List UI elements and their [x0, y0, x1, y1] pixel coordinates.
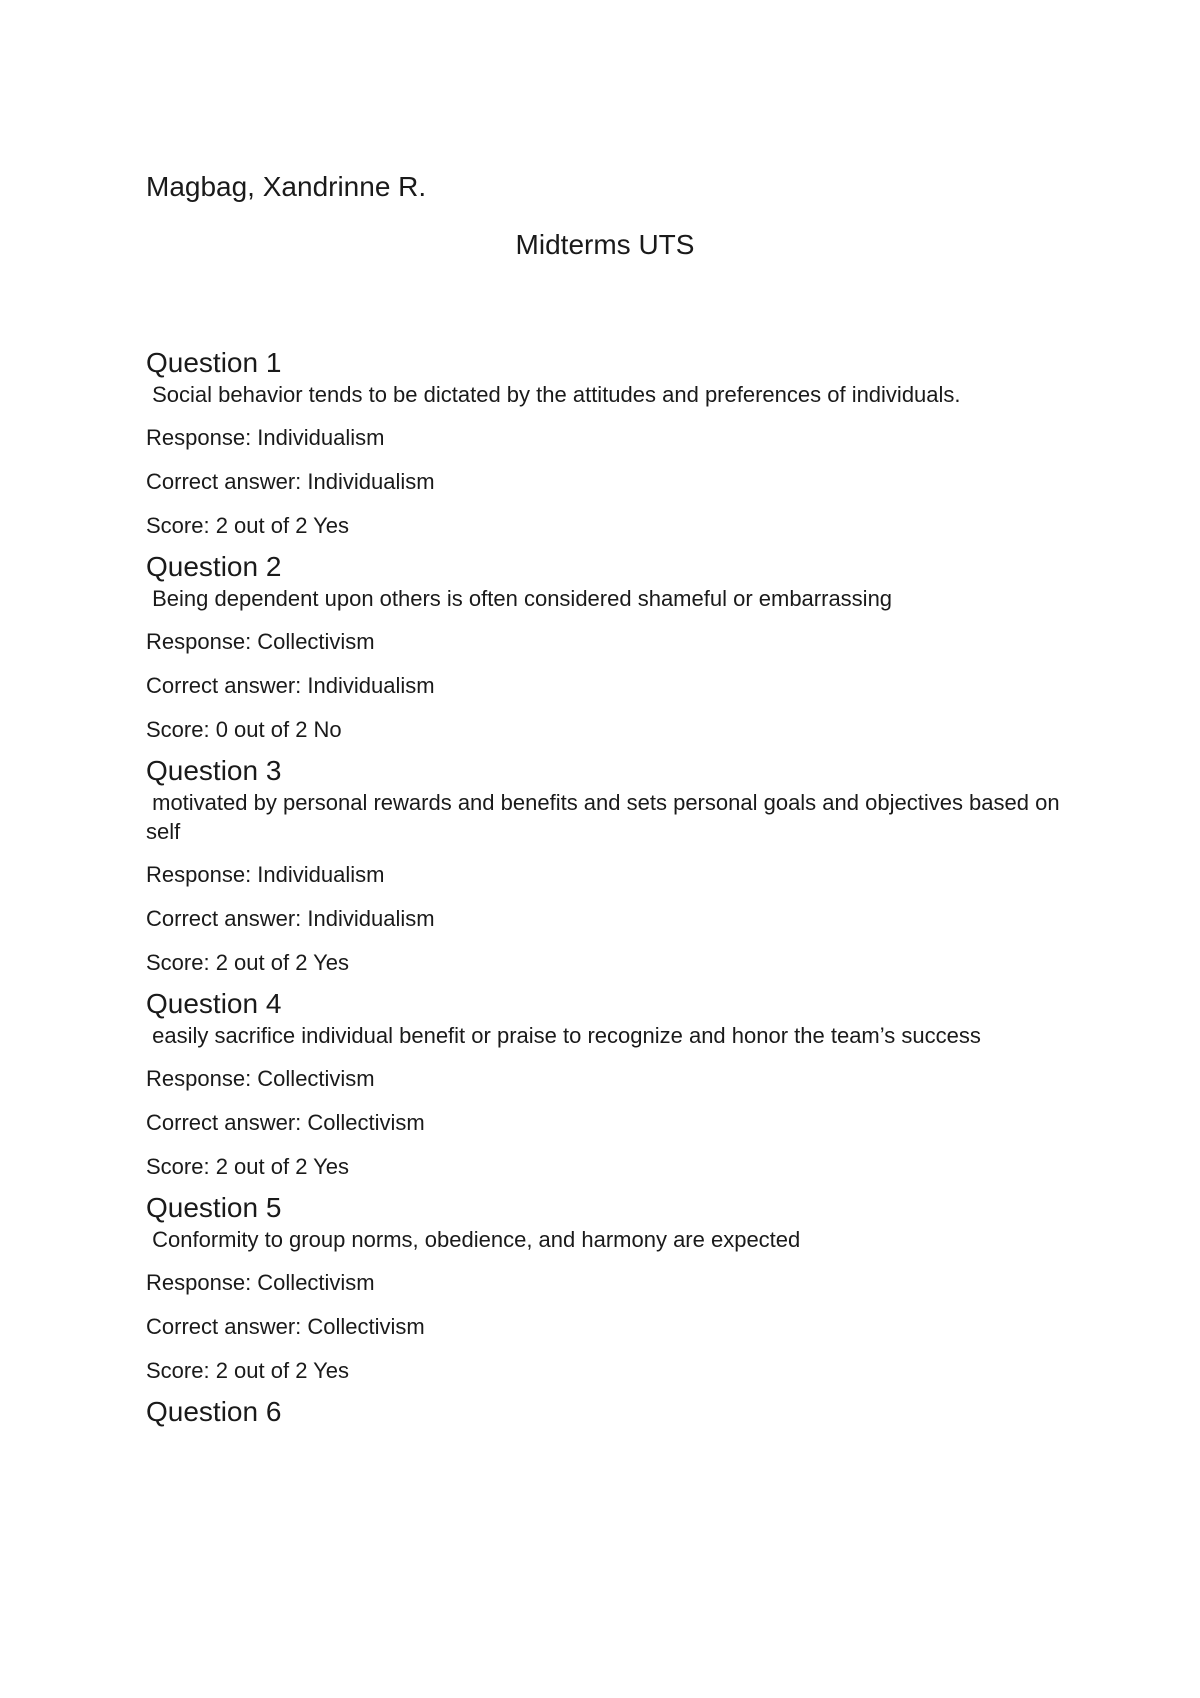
question-heading: Question 3: [146, 755, 282, 786]
question-heading: Question 5: [146, 1192, 282, 1223]
question-score: Score: 2 out of 2 Yes: [146, 1358, 350, 1383]
question-block: [146, 1191, 1076, 1385]
question-response: Response: Collectivism: [146, 1066, 375, 1091]
question-block: [146, 550, 1076, 744]
document-title: Midterms UTS: [515, 229, 695, 260]
question-block: [146, 346, 1076, 540]
question-prompt: Conformity to group norms, obedience, and harmony are expected: [146, 1227, 801, 1252]
question-correct-answer: Correct answer: Individualism: [146, 673, 435, 698]
question-score: Score: 0 out of 2 No: [146, 717, 342, 742]
question-prompt: motivated by personal rewards and benefits and sets personal goals and objectives based on self: [146, 790, 1066, 844]
author-name: Magbag, Xandrinne R.: [146, 171, 427, 202]
question-score: Score: 2 out of 2 Yes: [146, 1154, 350, 1179]
question-block: [146, 1395, 1076, 1429]
question-correct-answer: Correct answer: Collectivism: [146, 1314, 425, 1339]
question-response: Response: Collectivism: [146, 629, 375, 654]
question-response: Response: Individualism: [146, 862, 385, 887]
question-correct-answer: Correct answer: Individualism: [146, 906, 435, 931]
question-heading: Question 6: [146, 1396, 282, 1427]
question-heading: Question 1: [146, 347, 282, 378]
question-score: Score: 2 out of 2 Yes: [146, 513, 350, 538]
question-response: Response: Collectivism: [146, 1270, 375, 1295]
question-heading: Question 2: [146, 551, 282, 582]
question-score: Score: 2 out of 2 Yes: [146, 950, 350, 975]
question-block: [146, 987, 1076, 1181]
question-prompt: easily sacrifice individual benefit or praise to recognize and honor the team’s success: [146, 1023, 981, 1048]
question-prompt: Social behavior tends to be dictated by the attitudes and preferences of individuals.: [146, 382, 961, 407]
question-correct-answer: Correct answer: Collectivism: [146, 1110, 425, 1135]
question-correct-answer: Correct answer: Individualism: [146, 469, 435, 494]
question-heading: Question 4: [146, 988, 282, 1019]
question-prompt: Being dependent upon others is often considered shameful or embarrassing: [146, 586, 893, 611]
question-block: [146, 754, 1076, 977]
question-list: [146, 346, 1076, 1439]
question-response: Response: Individualism: [146, 425, 385, 450]
